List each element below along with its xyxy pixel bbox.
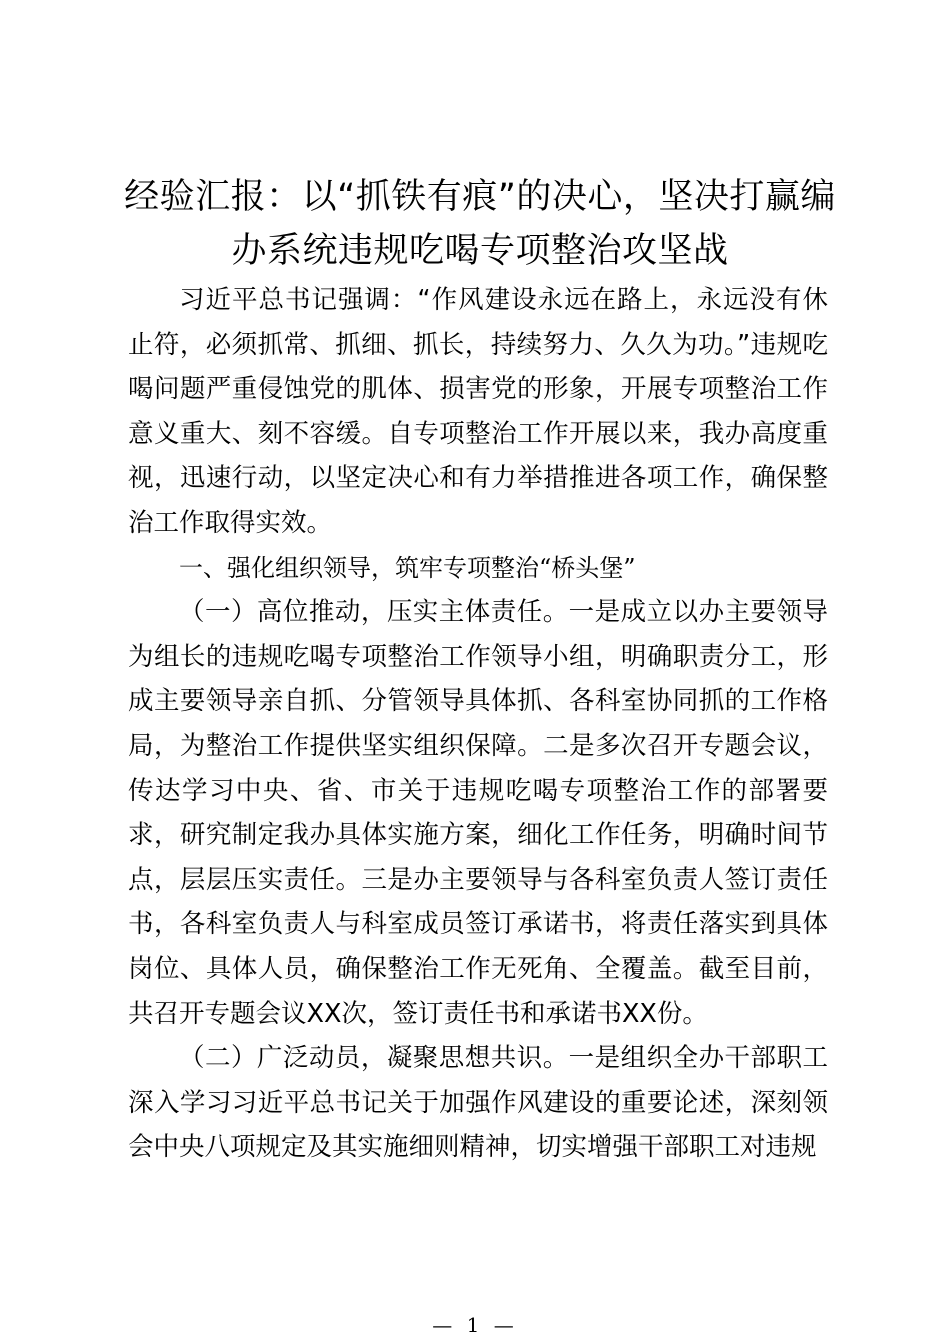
document-body (128, 278, 828, 1170)
body-paragraph: （二）广泛动员，凝聚思想共识。一是组织全办干部职工深入学习习近平总书记关于加强作风建设的重要论述，深刻领会中央八项规定及其实施细则精神，切实增强干部职工对违规 (128, 1043, 828, 1163)
title-line-1: 经验汇报：以“抓铁有痕”的决心，坚决打赢编 (124, 177, 836, 217)
body-paragraph: （一）高位推动，压实主体责任。一是成立以办主要领导为组长的违规吃喝专项整治工作领导小组，明确职责分工，形成主要领导亲自抓、分管领导具体抓、各科室协同抓的工作格局，为整治工作提供坚实组织保障。二是多次召开专题会议，传达学习中央、省、市关于违规吃喝专项整治工作的部署要求，研究制定我办具体实施方案，细化工作任务，明确时间节点，层层压实责任。三是办主要领导与各科室负责人签订责任书，各科室负责人与科室成员签订承诺书，将责任落实到具体岗位、具体人员，确保整治工作无死角、全覆盖。截至目前，共召开专题会议XX次，签订责任书和承诺书XX份。 (128, 597, 828, 1029)
title-line-2: 办系统违规吃喝专项整治攻坚战 (231, 231, 729, 271)
document-title (110, 170, 850, 278)
section-heading: 一、强化组织领导，筑牢专项整治“桥头堡” (179, 553, 636, 582)
intro-paragraph: 习近平总书记强调：“作风建设永远在路上，永远没有休止符，必须抓常、抓细、抓长，持续努力、久久为功。”违规吃喝问题严重侵蚀党的肌体、损害党的形象，开展专项整治工作意义重大、刻不容缓。自专项整治工作开展以来，我办高度重视，迅速行动，以坚定决心和有力举措推进各项工作，确保整治工作取得实效。 (128, 285, 828, 538)
page-number: — 1 — (432, 1313, 518, 1337)
